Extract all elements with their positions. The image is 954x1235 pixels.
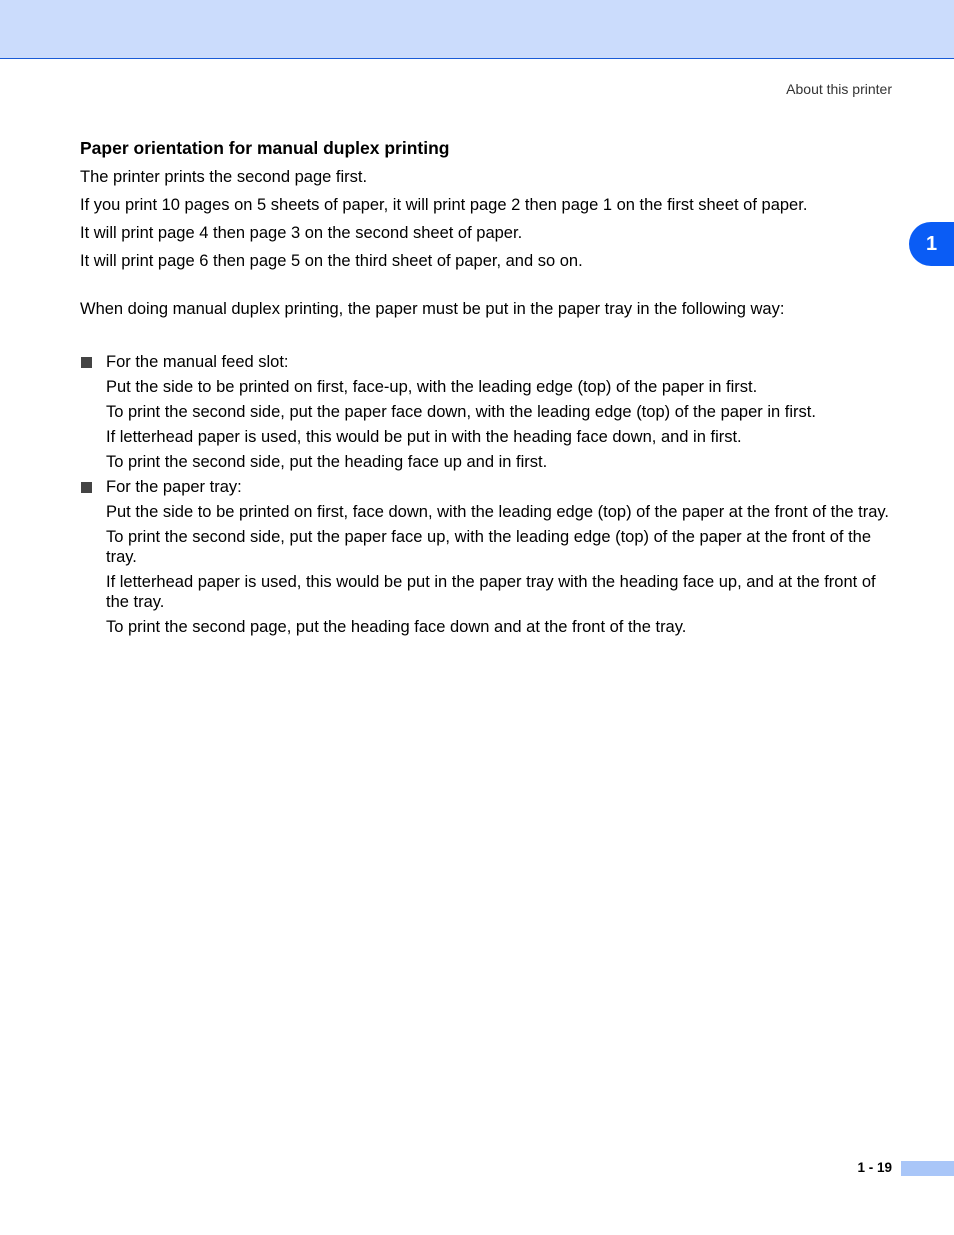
bullet-item-paper-tray: [80, 477, 892, 637]
chapter-tab-number: 1: [925, 233, 938, 255]
bullet-line: To print the second page, put the heading face down and at the front of the tray.: [106, 618, 687, 636]
running-header-title: About this printer: [786, 81, 892, 97]
main-content: [80, 137, 892, 642]
square-bullet-icon: [81, 482, 92, 493]
bullet-line: To print the second side, put the paper face down, with the leading edge (top) of the paper in first.: [106, 403, 816, 421]
section-title: Paper orientation for manual duplex printing: [80, 138, 450, 158]
bullet-item-manual-feed-slot: [80, 352, 892, 472]
square-bullet-icon: [81, 357, 92, 368]
chapter-tab: [909, 222, 954, 266]
page-number: 1 - 19: [857, 1160, 892, 1175]
footer-band: [901, 1161, 954, 1176]
intro-paragraph: If you print 10 pages on 5 sheets of paper, it will print page 2 then page 1 on the first sheet of paper.: [80, 196, 808, 214]
intro-paragraph: It will print page 4 then page 3 on the second sheet of paper.: [80, 224, 523, 242]
intro-paragraph: It will print page 6 then page 5 on the third sheet of paper, and so on.: [80, 252, 583, 270]
lead-in-paragraph: When doing manual duplex printing, the paper must be put in the paper tray in the following way:: [80, 300, 785, 318]
bullet-list: [80, 352, 892, 637]
bullet-line: Put the side to be printed on first, face down, with the leading edge (top) of the paper at the front of the tray.: [106, 503, 890, 521]
bullet-line: Put the side to be printed on first, face-up, with the leading edge (top) of the paper in first.: [106, 378, 758, 396]
intro-paragraph: The printer prints the second page first.: [80, 168, 368, 186]
bullet-line: If letterhead paper is used, this would be put in with the heading face down, and in first.: [106, 428, 742, 446]
header-band: [0, 0, 954, 59]
bullet-label: For the paper tray:: [106, 478, 242, 496]
bullet-line: To print the second side, put the paper face up, with the leading edge (top) of the paper at the front of the tray.: [106, 528, 872, 566]
bullet-line: To print the second side, put the heading face up and in first.: [106, 453, 548, 471]
bullet-line: If letterhead paper is used, this would be put in the paper tray with the heading face up, and at the front of the tray.: [106, 573, 876, 611]
bullet-label: For the manual feed slot:: [106, 353, 289, 371]
